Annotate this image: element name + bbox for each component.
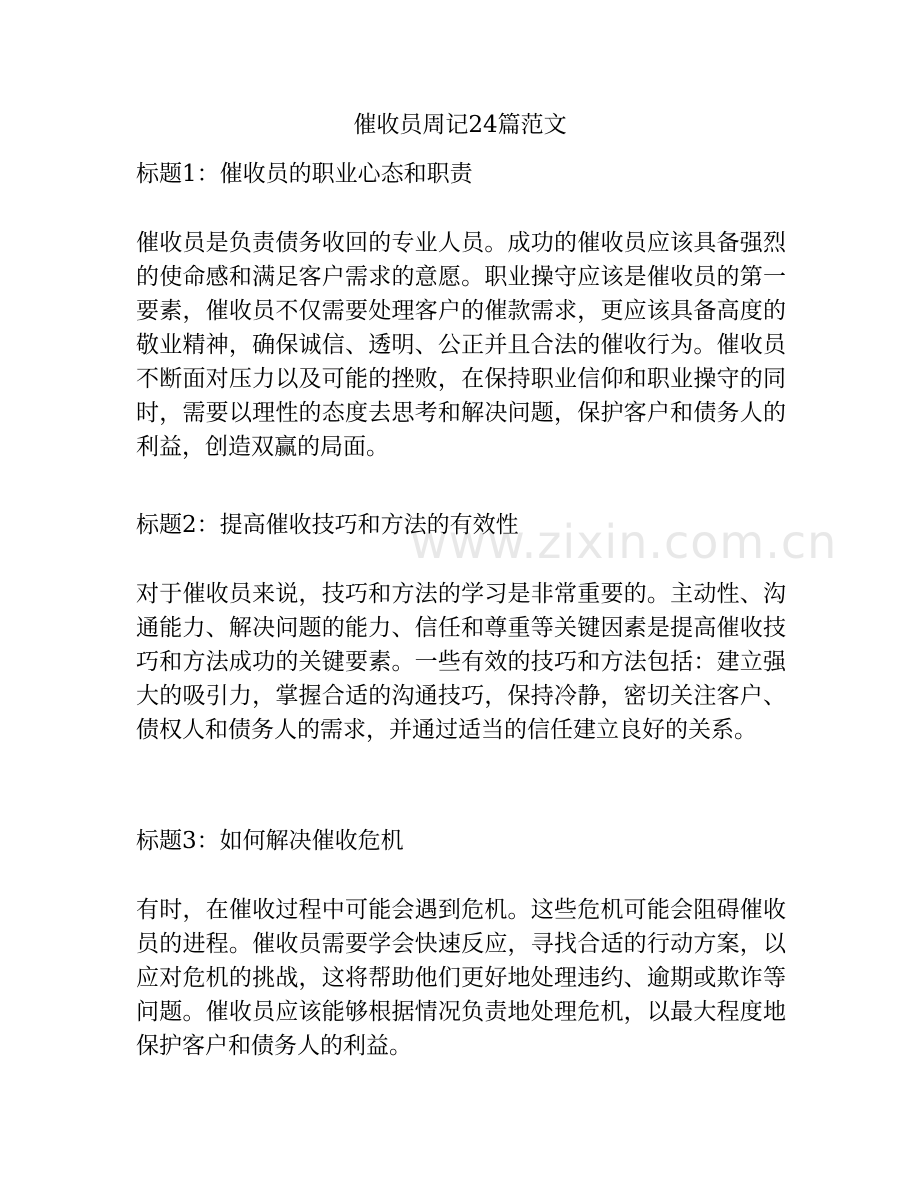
watermark: www.zixin.com.cn	[410, 515, 838, 569]
document-title: 催收员周记24篇范文	[353, 112, 567, 138]
section-2-body: 对于催收员来说，技巧和方法的学习是非常重要的。主动性、沟通能力、解决问题的能力、信任和尊重等关键因素是提高催收技巧和方法成功的关键要素。一些有效的技巧和方法包括：建立强大的吸引力，掌握合适的沟通技巧，保持冷静，密切关注客户、债权人和债务人的需求，并通过适当的信任建立良好的关系。	[136, 581, 786, 743]
section-1-body: 催收员是负责债务收回的专业人员。成功的催收员应该具备强烈的使命感和满足客户需求的意愿。职业操守应该是催收员的第一要素，催收员不仅需要处理客户的催款需求，更应该具备高度的敬业精神，确保诚信、透明、公正并且合法的催收行为。催收员不断面对压力以及可能的挫败，在保持职业信仰和职业操守的同时，需要以理性的态度去思考和解决问题，保护客户和债务人的利益，创造双赢的局面。	[136, 230, 786, 460]
section-3-heading: 标题3：如何解决催收危机	[136, 828, 404, 854]
section-2-heading: 标题2：提高催收技巧和方法的有效性	[136, 512, 519, 538]
section-3-body: 有时，在催收过程中可能会遇到危机。这些危机可能会阻碍催收员的进程。催收员需要学会快速反应，寻找合适的行动方案，以应对危机的挑战，这将帮助他们更好地处理违约、逾期或欺诈等问题。催收员应该能够根据情况负责地处理危机，以最大程度地保护客户和债务人的利益。	[136, 897, 786, 1059]
section-1-heading: 标题1：催收员的职业心态和职责	[136, 161, 473, 187]
